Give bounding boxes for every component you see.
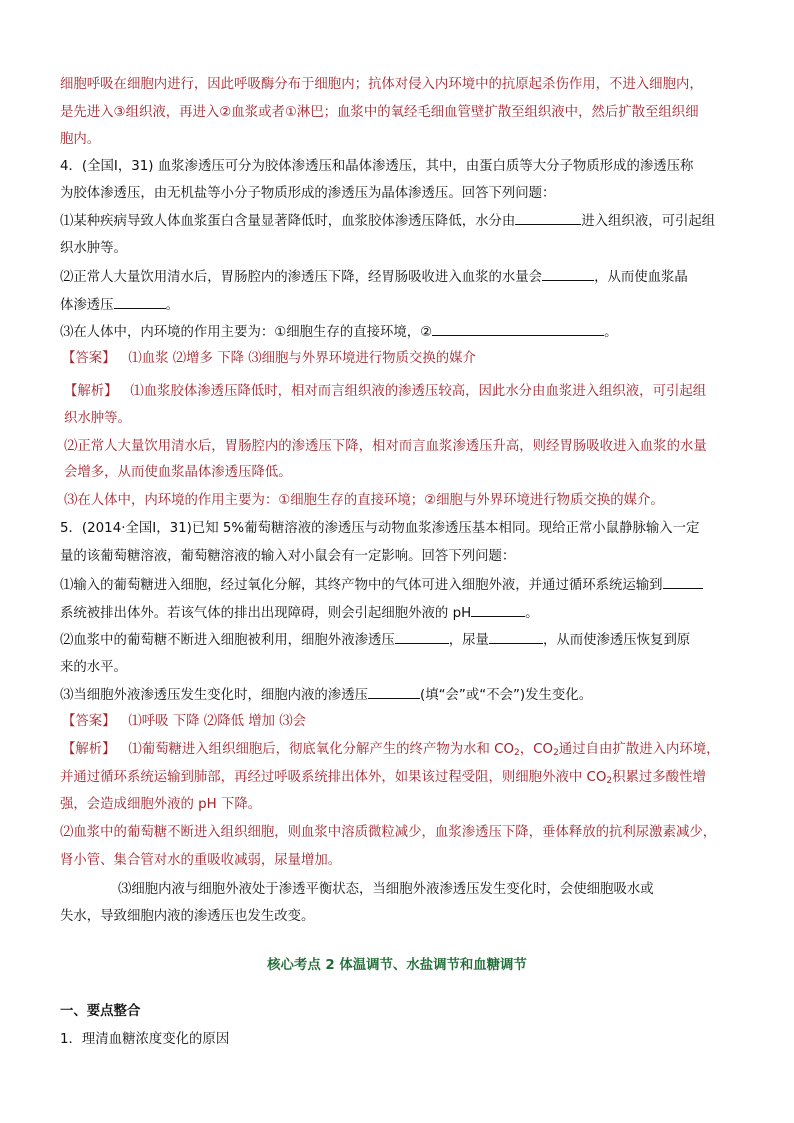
q5-p1-text-b: 系统被排出体外。若该气体的排出出现障碍，则会引起细胞外液的 pH (60, 606, 472, 621)
q4-answer-label: 【答案】 (62, 351, 116, 366)
q4-answer-text: ⑴血浆 ⑵增多 下降 ⑶细胞与外界环境进行物质交换的媒介 (128, 351, 476, 366)
co2-subscript: 2 (606, 776, 613, 786)
q4-part-2-cont (60, 296, 179, 315)
q4-explanation-label: 【解析】 (64, 384, 118, 399)
q4-part-1-cont: 织水肿等。 (60, 241, 127, 256)
q4-p2-text-b: ，从而使血浆晶 (594, 270, 688, 285)
q5-stem-2: 量的该葡萄糖溶液，葡萄糖溶液的输入对小鼠会有一定影响。回答下列问题： (60, 549, 516, 564)
q5-part-2-cont: 来的水平。 (60, 660, 127, 675)
q5-explanation-1-end: 强，会造成细胞外液的 pH 下降。 (60, 797, 262, 812)
q5-explanation-3-cont: 失水，导致细胞内液的渗透压也发生改变。 (60, 909, 315, 924)
q5-explanation-text-1a: ⑴葡萄糖进入组织细胞后，彻底氧化分解产生的终产物为水和 CO (128, 742, 515, 757)
q5-answer (62, 713, 306, 731)
q5-blank-5[interactable] (368, 686, 420, 699)
q4-explanation-1 (64, 383, 706, 401)
q5-p2-text-c: ，从而使渗透压恢复到原 (542, 633, 691, 648)
q5-explanation-text-1b: ，CO (519, 742, 554, 757)
q5-stem-1: 5．(2014·全国Ⅰ，31)已知 5%葡萄糖溶液的渗透压与动物血浆渗透压基本相同。现给正常小鼠静脉输入一定 (60, 521, 700, 536)
q5-p2-text-b: ，尿量 (448, 633, 489, 648)
q5-explanation-1-cont (60, 769, 706, 790)
co2-subscript: 2 (514, 748, 520, 758)
section-item-1: 1．理清血糖浓度变化的原因 (60, 1032, 230, 1047)
q4-p1-text-b: 进入组织液，可引起组 (581, 214, 716, 229)
q5-p1-text-a: ⑴输入的葡萄糖进入细胞，经过氧化分解，其终产物中的气体可进入细胞外液，并通过循环系统运输到 (60, 578, 663, 593)
section-title: 核心考点 2 体温调节、水盐调节和血糖调节 (267, 958, 527, 973)
q5-p3-text-b: (填“会”或“不会”)发生变化。 (419, 688, 593, 703)
co2-subscript: 2 (553, 748, 559, 758)
q4-explanation-text-1: ⑴血浆胶体渗透压降低时，相对而言组织液的渗透压较高，因此水分由血浆进入组织液，可引起组 (130, 384, 707, 399)
q5-explanation-text-1e: 积累过多酸性增 (612, 770, 706, 785)
q5-part-2 (60, 631, 690, 650)
q5-blank-1[interactable] (663, 576, 703, 589)
q4-explanation-2-cont: 会增多，从而使血浆晶体渗透压降低。 (64, 465, 292, 480)
q4-explanation-2: ⑵正常人大量饮用清水后，胃肠腔内的渗透压下降，相对而言血浆渗透压升高，则经胃肠吸收进入血浆的水量 (64, 439, 707, 454)
q5-explanation-2: ⑵血浆中的葡萄糖不断进入组织细胞，则血浆中溶质微粒减少，血浆渗透压下降，垂体释放的抗利尿激素减少， (60, 825, 717, 840)
q5-blank-2[interactable] (471, 604, 525, 617)
intro-line-2: 是先进入③组织液，再进入②血浆或者①淋巴；血浆中的氧经毛细血管壁扩散至组织液中，然后扩散至组织细 (60, 105, 699, 120)
q5-part-1 (60, 576, 703, 595)
q4-p2-text-a: ⑵正常人大量饮用清水后，胃肠腔内的渗透压下降，经胃肠吸收进入血浆的水量会 (60, 270, 543, 285)
q4-blank-2[interactable] (542, 268, 594, 281)
q4-p3-text-a: ⑶在人体中，内环境的作用主要为：①细胞生存的直接环境，② (60, 325, 433, 340)
q5-answer-text: ⑴呼吸 下降 ⑵降低 增加 ⑶会 (128, 714, 307, 729)
q5-p1-text-c: 。 (525, 606, 539, 621)
q5-blank-3[interactable] (395, 631, 449, 644)
q5-p2-text-a: ⑵血浆中的葡萄糖不断进入细胞被利用，细胞外液渗透压 (60, 633, 395, 648)
q5-explanation-text-1d: 并通过循环系统运输到肺部，再经过呼吸系统排出体外，如果该过程受阻，则细胞外液中 CO (60, 770, 607, 785)
q4-p2-text-c: 体渗透压 (60, 298, 114, 313)
q4-p2-text-d: 。 (165, 298, 179, 313)
q4-part-3 (60, 323, 618, 342)
q5-p3-text-a: ⑶当细胞外液渗透压发生变化时，细胞内液的渗透压 (60, 688, 368, 703)
q5-explanation-3: ⑶细胞内液与细胞外液处于渗透平衡状态，当细胞外液渗透压发生变化时，会使细胞吸水或 (118, 882, 654, 897)
q4-blank-3[interactable] (114, 296, 166, 309)
q5-explanation-text-1c: 通过自由扩散进入内环境， (558, 742, 720, 757)
q4-p3-text-b: 。 (604, 325, 618, 340)
q4-stem-2: 为胶体渗透压，由无机盐等小分子物质形成的渗透压为晶体渗透压。回答下列问题： (60, 186, 556, 201)
q4-blank-4[interactable] (432, 323, 604, 336)
q5-explanation-label: 【解析】 (62, 742, 116, 757)
q4-part-2 (60, 268, 688, 287)
q5-part-1-cont (60, 604, 539, 623)
section-subtitle: 一、要点整合 (60, 1004, 141, 1019)
intro-line-3: 胞内。 (60, 132, 101, 147)
q4-part-1 (60, 212, 715, 231)
q4-p1-text-a: ⑴某种疾病导致人体血浆蛋白含量显著降低时，血浆胶体渗透压降低，水分由 (60, 214, 516, 229)
q5-explanation-1 (62, 741, 719, 762)
q5-blank-4[interactable] (489, 631, 543, 644)
q4-explanation-3: ⑶在人体中，内环境的作用主要为：①细胞生存的直接环境；②细胞与外界环境进行物质交换的媒介。 (64, 493, 664, 508)
q4-stem-1: 4．(全国Ⅰ，31) 血浆渗透压可分为胶体渗透压和晶体渗透压，其中，由蛋白质等大分子物质形成的渗透压称 (60, 159, 694, 174)
q4-answer (62, 350, 476, 368)
q4-explanation-1-cont: 织水肿等。 (64, 411, 131, 426)
q5-part-3 (60, 686, 592, 705)
q5-explanation-2-cont: 肾小管、集合管对水的重吸收减弱，尿量增加。 (60, 853, 342, 868)
q4-blank-1[interactable] (515, 212, 581, 225)
q5-answer-label: 【答案】 (62, 714, 116, 729)
intro-line-1: 细胞呼吸在细胞内进行，因此呼吸酶分布于细胞内；抗体对侵入内环境中的抗原起杀伤作用，不进入细胞内， (60, 77, 703, 92)
